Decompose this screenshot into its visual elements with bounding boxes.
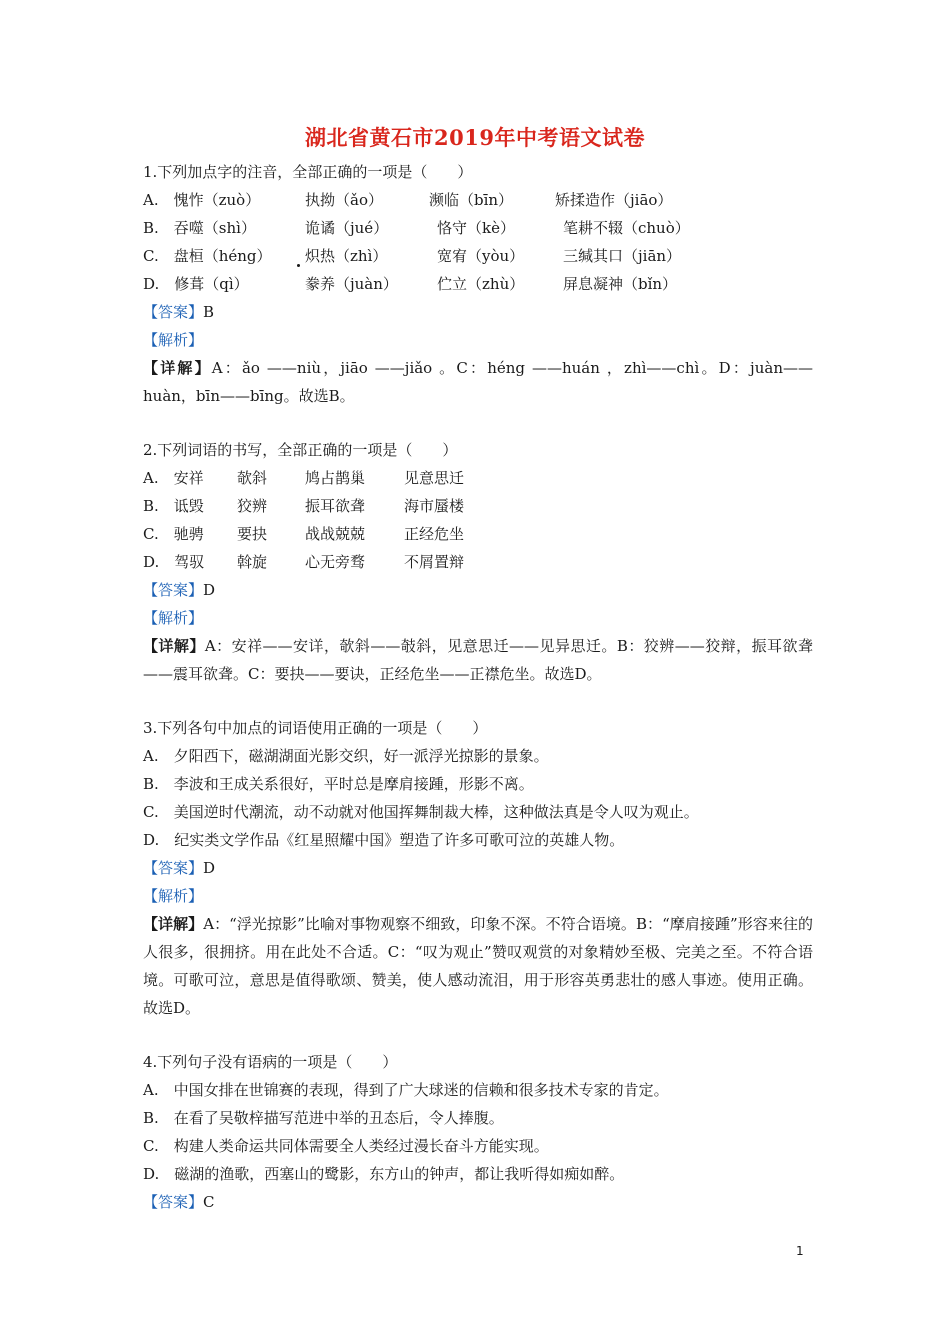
option-word: 濒临（bīn）: [429, 191, 514, 209]
q2-detail: [143, 632, 813, 688]
option-word: 振耳欲聋: [305, 497, 366, 515]
option-word: D. 驾驭: [143, 553, 205, 571]
option-word: 狡辨: [237, 497, 268, 515]
q1-stem: 1.下列加点字的注音，全部正确的一项是（ ）: [143, 163, 473, 181]
option-word: 诡谲（jué）: [305, 219, 389, 237]
option-word: 战战兢兢: [305, 525, 366, 543]
option-word: 豢养（juàn）: [305, 275, 398, 293]
q4-stem: 4.下列句子没有语病的一项是（ ）: [143, 1053, 398, 1071]
q1-option-d: [143, 270, 813, 298]
option-word: 屏息凝神（bǐn）: [563, 275, 678, 293]
detail-text: A：“浮光掠影”比喻对事物观察不细致，印象不深。不符合语境。B：“摩肩接踵”形容来往的人很多，很拥挤。用在此处不合适。C：“叹为观止”赞叹观赏的对象精妙至极、完美之至。不符合语境。可歌可泣，意思是值得歌颂、赞美，使人感动流泪，用于形容英勇悲壮的感人事迹。使用正确。故选D。: [143, 915, 813, 1017]
q2-option-b: [143, 492, 813, 520]
q3-analysis-label: 【解析】: [143, 887, 204, 905]
option-word: 伫立（zhù）: [437, 275, 525, 293]
detail-label: 【详解】: [143, 359, 212, 377]
q3-option-a: A. 夕阳西下，磁湖湖面光影交织，好一派浮光掠影的景象。: [143, 747, 549, 765]
option-word: A. 愧怍（zuò）: [143, 191, 261, 209]
q2-answer: [143, 576, 813, 604]
detail-text: A：安祥——安详，欹斜——攲斜，见意思迁——见异思迁。B：狡辨——狡辩，振耳欲聋——震耳欲聋。C：要抉——要诀，正经危坐——正襟危坐。故选D。: [143, 637, 813, 683]
q4-option-b: B. 在看了吴敬梓描写范进中举的丑态后，令人捧腹。: [143, 1109, 504, 1127]
q3-answer: [143, 854, 813, 882]
detail-text: A：ǎo ——niù，jiāo ——jiǎo 。C：héng ——huán ，zhì——chì。D：juàn——huàn，bīn——bīng。故选B。: [143, 359, 813, 405]
q3-option-d: D. 纪实类文学作品《红星照耀中国》塑造了许多可歌可泣的英雄人物。: [143, 831, 625, 849]
q4-option-c: C. 构建人类命运共同体需要全人类经过漫长奋斗方能实现。: [143, 1137, 549, 1155]
option-word: A. 安祥: [143, 469, 204, 487]
option-word: B. 吞噬（shì）: [143, 219, 256, 237]
emphasis-dot: [297, 264, 300, 267]
exam-title: 湖北省黄石市2019年中考语文试卷: [305, 125, 645, 150]
detail-label: 【详解】: [143, 637, 205, 655]
option-word: 鸠占鹊巢: [305, 469, 366, 487]
q2-option-c: [143, 520, 813, 548]
option-word: 笔耕不辍（chuò）: [563, 219, 690, 237]
q3-detail: [143, 910, 813, 1022]
answer-label: 【答案】: [143, 303, 204, 321]
answer-label: 【答案】: [143, 859, 204, 877]
option-word: 海市蜃楼: [404, 497, 465, 515]
option-word: 欹斜: [237, 469, 268, 487]
option-word: 心无旁骛: [305, 553, 366, 571]
q1-detail: [143, 354, 813, 410]
q4-answer: [143, 1188, 813, 1216]
answer-label: 【答案】: [143, 1193, 204, 1211]
q1-analysis-label: 【解析】: [143, 331, 204, 349]
option-word: 执拗（ǎo）: [305, 191, 383, 209]
q1-option-b: [143, 214, 813, 242]
q1-option-c: [143, 242, 813, 270]
option-word: 见意思迁: [404, 469, 465, 487]
exam-content: [143, 158, 813, 1216]
option-word: 正经危坐: [404, 525, 465, 543]
option-word: 要抉: [237, 525, 268, 543]
option-word: C. 驰骋: [143, 525, 204, 543]
q2-analysis-label: 【解析】: [143, 609, 204, 627]
option-word: 恪守（kè）: [437, 219, 515, 237]
q2-option-d: [143, 548, 813, 576]
option-word: 宽宥（yòu）: [437, 247, 525, 265]
q2-stem: 2.下列词语的书写，全部正确的一项是（ ）: [143, 441, 458, 459]
option-word: 矫揉造作（jiāo）: [555, 191, 673, 209]
option-word: D. 修葺（qì）: [143, 275, 249, 293]
q1-answer: [143, 298, 813, 326]
option-word: C. 盘桓（héng）: [143, 247, 272, 265]
option-word: B. 诋毁: [143, 497, 204, 515]
q2-option-a: [143, 464, 813, 492]
q1-option-a: [143, 186, 813, 214]
option-word: 不屑置辩: [404, 553, 465, 571]
detail-label: 【详解】: [143, 915, 204, 933]
answer-value: D: [203, 859, 216, 877]
q4-option-a: A. 中国女排在世锦赛的表现，得到了广大球迷的信赖和很多技术专家的肯定。: [143, 1081, 669, 1099]
page-number: 1: [796, 1244, 804, 1258]
answer-value: B: [203, 303, 215, 321]
answer-value: D: [203, 581, 216, 599]
option-word: 炽热（zhì）: [305, 247, 388, 265]
option-word: 三缄其口（jiān）: [563, 247, 682, 265]
q3-option-b: B. 李波和王成关系很好，平时总是摩肩接踵，形影不离。: [143, 775, 534, 793]
q4-option-d: D. 磁湖的渔歌，西塞山的鹭影，东方山的钟声，都让我听得如痴如醉。: [143, 1165, 625, 1183]
q3-option-c: C. 美国逆时代潮流，动不动就对他国挥舞制裁大棒，这种做法真是令人叹为观止。: [143, 803, 699, 821]
option-word: 斡旋: [237, 553, 268, 571]
answer-value: C: [203, 1193, 215, 1211]
answer-label: 【答案】: [143, 581, 204, 599]
q3-stem: 3.下列各句中加点的词语使用正确的一项是（ ）: [143, 719, 488, 737]
